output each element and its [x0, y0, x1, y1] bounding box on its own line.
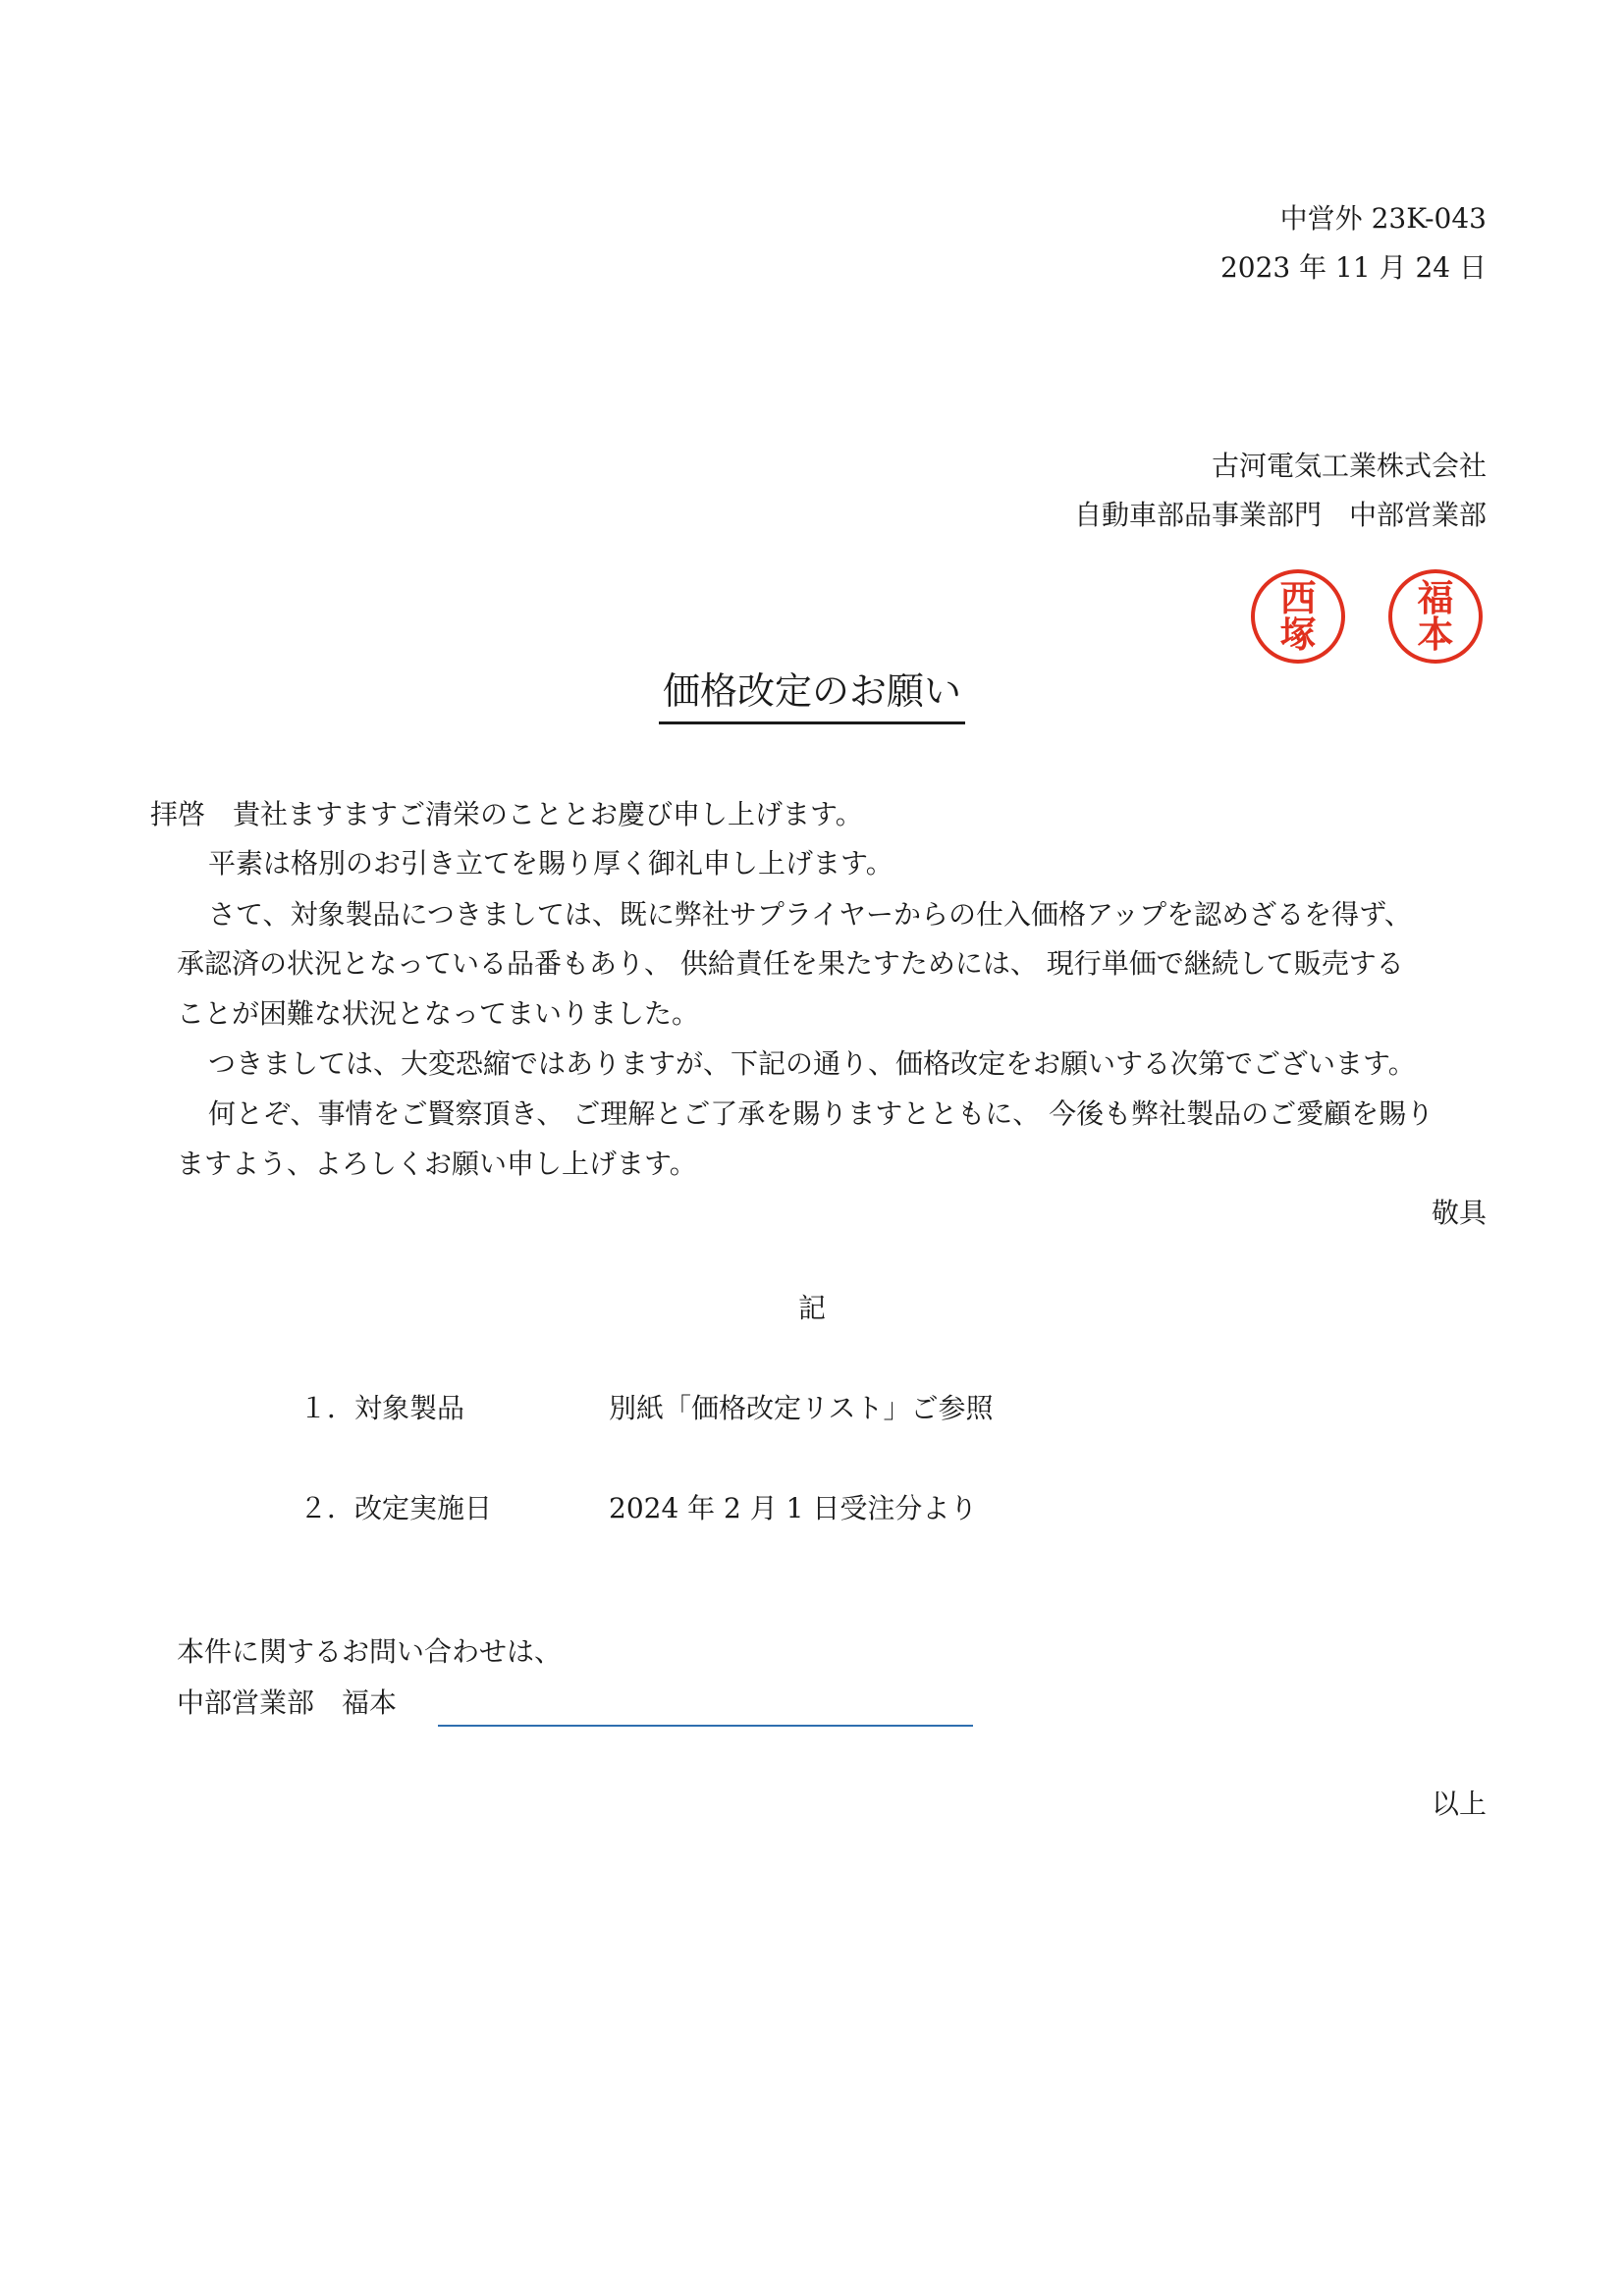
body-line: 拝啓 貴社ますますご清栄のこととお慶び申し上げます。: [150, 798, 863, 830]
contact-intro: 本件に関するお問い合わせは、: [177, 1635, 563, 1668]
contact-person: 中部営業部 福本: [177, 1686, 398, 1719]
body-line: 承認済の状況となっている品番もあり、 供給責任を果たすためには、 現行単価で継続して販売する: [177, 947, 1404, 980]
document-date: 2023 年 11 月 24 日: [1219, 251, 1487, 284]
notes-item-value: 別紙「価格改定リスト」ご参照: [609, 1392, 994, 1424]
seal-char: 本: [1417, 613, 1454, 656]
seal-char: 塚: [1279, 613, 1317, 656]
sender-company: 古河電気工業株式会社: [1211, 450, 1487, 482]
seal-stamp-fukumoto: [1388, 569, 1483, 664]
seal-stamp-nishizuka: [1251, 569, 1345, 664]
seal-char: 福: [1417, 576, 1454, 619]
body-line: ますよう、よろしくお願い申し上げます。: [177, 1148, 697, 1180]
closing-keigu: 敬具: [1431, 1197, 1487, 1229]
body-line: さて、対象製品につきましては、既に弊社サプライヤーからの仕入価格アップを認めざるを得ず、: [208, 898, 1412, 931]
document-title-text: 価格改定のお願い: [659, 667, 965, 724]
notes-item-value: 2024 年 2 月 1 日受注分より: [609, 1492, 978, 1524]
document-title: [0, 667, 1624, 724]
document-number: 中営外 23K-043: [1279, 202, 1487, 235]
body-line: ことが困難な状況となってまいりました。: [177, 997, 700, 1030]
notes-item-label: ２．改定実施日: [299, 1492, 493, 1524]
body-line: 平素は格別のお引き立てを賜り厚く御礼申し上げます。: [208, 847, 893, 880]
notes-heading: 記: [797, 1292, 826, 1324]
closing-ijou: 以上: [1431, 1788, 1487, 1820]
seal-char: 西: [1279, 576, 1317, 619]
body-line: 何とぞ、事情をご賢察頂き、 ご理解とご了承を賜りますとともに、 今後も弊社製品のご愛顧を賜り: [208, 1097, 1435, 1130]
sender-division: 自動車部品事業部門 中部営業部: [1073, 499, 1487, 531]
contact-underline: [438, 1725, 973, 1727]
notes-item-label: １．対象製品: [299, 1392, 465, 1424]
body-line: つきましては、大変恐縮ではありますが、下記の通り、価格改定をお願いする次第でございます。: [208, 1047, 1416, 1080]
